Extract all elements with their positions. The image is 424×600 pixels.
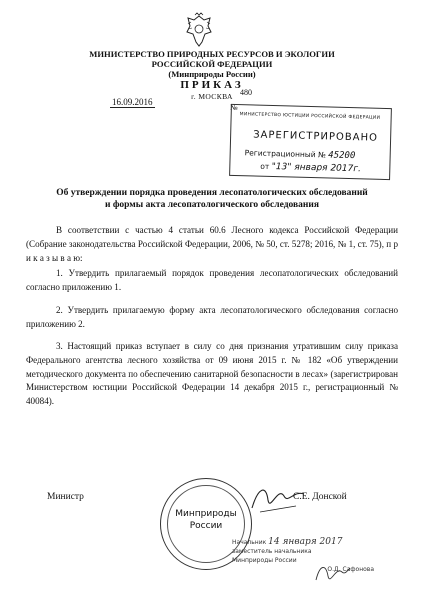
copy-handwritten: 14 января 2017 (268, 537, 343, 547)
stamp-date-value: "13" января 2017г. (271, 161, 361, 175)
signatory-name: С.Е. Донской (293, 492, 347, 502)
title-line1: Об утверждении порядка проведения лесопатологических обследований (56, 188, 368, 198)
item-3-paragraph: 3. Настоящий приказ вступает в силу со дня признания утратившим силу приказа Федерального агентства лесного хозяйства от 09 июня 2015 г. № 182 «Об утверждении методического документа по обеспечению санитарной безопасности в лесах» (зарегистрирован Министерством юстиции Российской Федерации 14 декабря 2015 г., регистрационный № 40084). (26, 341, 398, 407)
preamble-paragraph: В соответствии с частью 4 статьи 60.6 Лесного кодекса Российской Федерации (Собрание законодательства Российской Федерации, 2006, № 50, ст. 5278; 2016, № 1, ст. 75), п р и к а з ы в а ю: (26, 225, 398, 263)
copy-line2: заместитель начальника (232, 548, 312, 555)
copy-handwritten-signature (312, 560, 352, 590)
document-title (26, 188, 398, 211)
copy-line3: Минприроды России (232, 557, 297, 564)
stamp-date-line (260, 162, 361, 175)
stamp-title: ЗАРЕГИСТРИРОВАНО (253, 129, 379, 144)
title-line2: и формы акта лесопатологического обследования (105, 199, 319, 210)
stamp-reg-label: Регистрационный № (244, 148, 326, 160)
copy-name: О.Д. Сафонова (327, 566, 374, 573)
registration-stamp (229, 104, 392, 180)
signatory-position: Министр (47, 492, 84, 502)
handwritten-signature (248, 478, 308, 518)
stamp-registration-line (245, 148, 356, 161)
ministry-name-line2: РОССИЙСКОЙ ФЕДЕРАЦИИ (151, 59, 273, 69)
document-type: ПРИКАЗ (180, 79, 244, 91)
stamp-organization: МИНИСТЕРСТВО ЮСТИЦИИ РОССИЙСКОЙ ФЕДЕРАЦИИ (239, 112, 381, 121)
ministry-short-name: (Минприроды России) (168, 69, 256, 79)
city: г. МОСКВА (191, 92, 233, 101)
stamp-reg-number: 45200 (328, 150, 356, 162)
stamp-date-prefix: от (260, 161, 270, 171)
seal-text-line2: России (189, 521, 223, 531)
coat-of-arms-emblem (182, 12, 216, 48)
copy-certification (232, 538, 382, 574)
copy-title: Начальник (232, 539, 267, 546)
item-2-paragraph: 2. Утвердить прилагаемую форму акта лесопатологического обследования согласно приложению 2. (26, 305, 398, 329)
document-date: 16.09.2016 (112, 97, 153, 107)
copy-line1 (232, 538, 382, 547)
item-1-paragraph: 1. Утвердить прилагаемый порядок проведения лесопатологических обследований согласно приложению 1. (26, 268, 398, 292)
document-number: 480 (240, 88, 252, 97)
seal-text-line1: Минприроды (175, 509, 237, 519)
ministry-name-line1: МИНИСТЕРСТВО ПРИРОДНЫХ РЕСУРСОВ И ЭКОЛОГИИ (89, 49, 335, 59)
number-sign: № (230, 103, 238, 112)
